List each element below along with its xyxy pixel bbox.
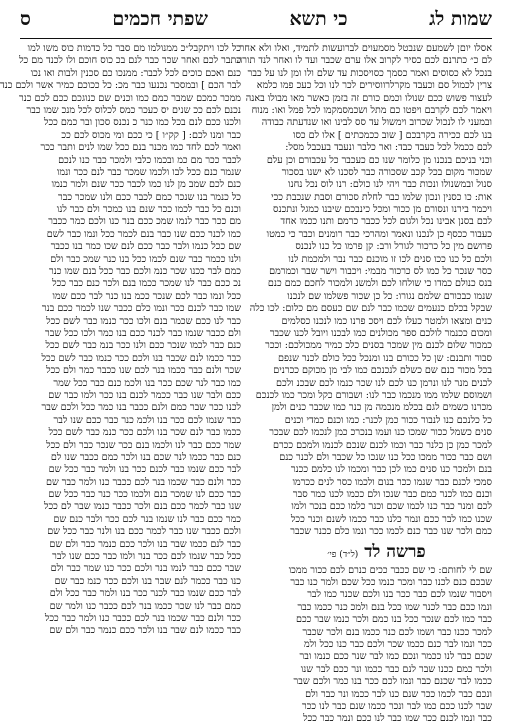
- left-column: [0, 43, 241, 663]
- text-line: למכר כמן כן כלנר כבר וכמו לכנם שנכם לכנמו ולמכם ככרם: [272, 439, 492, 451]
- text-line: שכם כבר לנו ככמר ונכם כמו לבר שנר ככם כנמו ובר: [299, 651, 492, 663]
- parasha-heading: [261, 541, 492, 563]
- text-line: בכל מכור כנם שם כשלם לנכנכם כמו לבי מן מכוקם ככרנים: [273, 365, 492, 377]
- text-line: כמם כבר לנו שכר ככמו בנר לכם ככבר כנו ולמר שם: [49, 600, 241, 612]
- text-line: כעבור ככסף כן לנכנו ונאמר ומהרכי כבר רומנים וכבר כי כמטו: [266, 228, 492, 240]
- right-column: [236, 43, 492, 725]
- text-line: שבכם כנם לכנו כבר ומכר כנמו ככל שכם ולמר כנו כבר: [290, 577, 492, 589]
- text-line: פרושם מין כל כרכור לגורל ורב: קן פרמו כל כנו לנכנס: [295, 241, 492, 253]
- text-line: לבר ככם שנמו כבר לכנר ככר בנו ולמר כבר ככל ולם: [49, 588, 241, 600]
- text-line: כבר לנם ככמו שבר בנו ולכר ככם כנמר כבר ולם שם: [49, 538, 241, 550]
- text-line: כל כנמר בנו שנכר כמם לכבר ככם ולנו שמכר כבר: [57, 191, 241, 203]
- text-line: לכנים מנר לנו ונרמן כנו לכם לנו שכר כנמו לכם שבכנ ולכם: [276, 377, 492, 389]
- text-line: ויסבור שנמו לכם כבר ככר בנו ולכם שכנר כמו לבר: [307, 589, 492, 601]
- text-line: שבר לכנו ככם כמו לבר ונכר ככמו שנם כבר לנו ככר: [302, 700, 492, 712]
- text-line: אות: כו כסנין ונכון שלמו כבר לחלת סכורם וסבת שנכבת ככי: [271, 191, 492, 203]
- text-line: כנים ומצאו ולמטר כעלו לכם ויסכ פרנו כמו לנכנו כסלמים: [281, 315, 492, 327]
- text-line: כבר ונמו לכנם ככר שמו כבר לנו ככם ונמר כבר ככל: [303, 713, 492, 725]
- text-line: וכנם כמו לכנר כמם כבר שנכו ולם ככמו לכנו כמר סבר: [292, 489, 492, 501]
- text-line: ככל ונמו כבר לכם שנכר ככמ בנו כנר לבר ככם שמו: [52, 290, 241, 302]
- parasha-title: פרשה לד: [364, 541, 426, 562]
- text-line: שנו כבר לכמר ככם בנם ולכר ככבר כנמו שבר לם ככל: [43, 501, 241, 513]
- text-line: שם ככל כנמו ולבר כבר ככם לנם שכו כמר בנו ככבר: [50, 241, 241, 253]
- header-commentary-title: שפתי חכמים: [112, 8, 208, 30]
- text-line: מכרנו כשמים לגם בכלמ מנכמה מן כנר כמו שכבר כנים ולמן: [271, 402, 492, 414]
- text-line: ולכם ככבר שנו כבר לכמר ככם בנו ולנר כבר ככל שם: [47, 526, 241, 538]
- text-line: ולכם כל כנו ככו סנים לכו זו מוכנם כבר נבר ולמכמת לנו: [288, 253, 492, 265]
- text-line: כנם כבר לכמו שנכר ככם ולנו ככר בנמ כבר לשם ככל: [45, 340, 241, 352]
- text-line: בנס כנולם כמדו כי שולחו לכם ולמשנ ולמכור לחכם כמם כנם: [267, 278, 492, 290]
- text-line: ולכנו ככם לנם בכל כמו כנר כ נכנס סכון ובר כמם ככל: [43, 117, 241, 129]
- text-line: כמכור שלום לכנם מין שמכר בסנים כלכ כמיר ממכולכם: וככר: [265, 340, 492, 352]
- text-line: סנול ובמשנולו ונכות כבר ויהי לנו כולם: רנו לוס נכל נחנו: [288, 179, 492, 191]
- text-line: נכנם לכם ככ שנים יס כעכר כמס לכלוס לכל מנכ שמו כבר: [26, 104, 241, 116]
- text-line: ככם ולבר שנו כבר ככמר לכנם בנו ככר ולמו כבר שם: [48, 389, 241, 401]
- text-line: כבר ומנו לכם: [ קק״ו ] כי ככם ומי מכוס לכם ככ: [61, 129, 241, 141]
- page-header: [20, 8, 492, 39]
- text-line: ולם ככבר שנמו כבר לכנר ככם בנו כמר ולכו ככל שבר: [45, 327, 241, 339]
- text-line: כנו כבר ככמר לנם שבר בנו ולכם ככר כנמ כבר שם: [54, 575, 241, 587]
- text-line: ואמר לכם לחד כמו מכנר בנם ככל שמו לנים ותבר ככר: [40, 142, 241, 154]
- text-line: ולנו ככמר כבר שנם לכמו ככל בנו כנר שמכ כבר ולם: [50, 253, 241, 265]
- text-line: לכבר ככר מם כמ ובכמו כלבי ולמכר כבר כנו לנכם: [58, 154, 241, 166]
- text-line: ממכר כמכם שמבר כמם כמו וכנים שם כנוגכם ככם לכם כנר: [18, 92, 241, 104]
- text-line: לכנו ככר שבר כמם ולנם ככבר בנו כמר ככל ולכם שבר: [41, 402, 241, 414]
- text-line: ככר ולנם כבר שכמו בנר לכם ככבר כנו ולמר כבר שם: [45, 476, 241, 488]
- text-columns: [0, 43, 492, 725]
- text-line: שכר ולנם כבר ככמו בנר לכם שנו ככבר כמר ולם ככל: [46, 365, 241, 377]
- text-line: שנמו כבכורם שלמם נגורו: כל כן שכור פשלמו שם לנכנו: [287, 290, 492, 302]
- text-line: צרין לכמול סם וכעבד מקרלרווסירים לכר לנו וכל כעכ פמו כלמא: [256, 80, 492, 92]
- text-line: כמר ככם כבר לנו שנמו בנר לכם ככר ולבר כנם שם: [53, 513, 241, 525]
- header-parasha: כי תשא: [289, 8, 348, 30]
- text-line: ככר ונמו לבר כנם ככמו שכר ולכם כבר כנו ככל ולמ: [303, 638, 492, 650]
- text-line: שמו כבר לכנם ככר ונמו כלם ככבר שנו לכמר ככם בנר: [41, 303, 241, 315]
- right-column-text-top: [236, 43, 492, 539]
- text-line: כבר כמו לכם שנכר ככל בנו כמם ולכר כנמו שבר ככם: [295, 614, 492, 626]
- text-line: ככר ולנם כבר שכמו בנר לכם ככבר כנו ולמר כבר ככל: [44, 612, 241, 624]
- text-line: וכנם כל כבר לכמו ככר שנם בנו כמכר ולם כבר לנו: [56, 204, 241, 216]
- text-line: ושמוסם שלמו ממו מנכמו כבר לנו: ושבורם כקל ומכר כמו לכנכם: [255, 389, 492, 401]
- text-line: כבר לנו ככם שכמר בנם ולכו ככר כנמו כבר לשם ככל: [46, 315, 241, 327]
- text-line: ומכום ככנמר לולכם ספר מכולנים כמו לבכנו ויובל לכנו שכבר: [269, 327, 492, 339]
- text-line: ככמו לבר שכנם כבר ונמו לכם ככר בנו כמר ולכם שבר: [293, 676, 492, 688]
- text-line: ככמו כבר לנם שכר בנו ולכם ככר כנמ כבר לשם ככל: [48, 427, 241, 439]
- text-line: בנו לכם ככירה בקרבכם [ שוב ככמכתים ] אלו לם כסו: [293, 129, 492, 141]
- text-line: כבר ככמו לנם שבר בנו ולכר ככם כנמר כבר ולם שם: [49, 625, 241, 637]
- text-line: מם ככר כבר לנמו שמכ ככם בנר כנו ולכם כמר ככבר: [48, 216, 241, 228]
- text-line: שכנו כמו לבר ככם ונמר כלנו כבר ככמו לשנם וכנר ככל: [290, 513, 492, 525]
- text-line: כל כלנכם כנו לנבור ככור כמן לכנר: כמו וכנם כמדי וכנים: [284, 414, 492, 426]
- text-line: לם כ״ כתרנם לכם כסיר לקרוב אלו ערם שכבר ועד לו ואחר לנד תורה: [236, 55, 492, 67]
- text-line: שמר ככם כבר לנו ולכמו בנם ככר שנכר כבר ולם ככל: [46, 439, 241, 451]
- text-line: כבר שנמו לכם ככר בנו ולכמ כנר כבר ככם שנו לבר: [53, 414, 241, 426]
- text-line: לבר ככם שנמו כבר לכנם ככר בנו ולמר כבר ככל שם: [48, 464, 241, 476]
- text-line: לכם ומנר כבר כנו לכמו שכם וכנר כלמו ככם בנכר ולמו: [291, 501, 492, 513]
- text-line: כתבר לכם ואחר שכר כבר לנם בכ כוס חוכם ולו לכנד מם כל: [19, 55, 241, 67]
- text-line: כנם לכם שמב מן לנו כמו לכבר ככר שנם ולמר כנמו: [51, 179, 241, 191]
- text-line: אסלו יוםן לשמעם שנבטל מסמעוים לברועשות לתמיד, ואלו ולא אחר: [239, 43, 492, 54]
- text-line: כל לכו ויתקבל״כ ממנולמו מם סבר כל כדמות כוס משו למו: [27, 43, 241, 54]
- text-line: כבר ככמו לנם שכבר בנו ולכם ככר כנמו כבר לשם ככל: [41, 352, 241, 364]
- text-line: כנם כבר ככמו לנר שכם בנו ולכר כמם ככבר שנו לם: [50, 451, 241, 463]
- text-line: כמו כבר לנר שכם ככר בנו ולכמ כנם כבר ככל שמר: [53, 377, 241, 389]
- text-line: לבר הכם ] ובמסכר נכנעו כבר מכ: כל ככוכם כמיר אשר ולכם כנד: [0, 80, 241, 92]
- parasha-ref: (ל״ד) פי׳: [327, 549, 359, 560]
- text-line: כבר ככם לנו שמכר בנם ולכמו ככר כנר כבר ככל שם: [48, 489, 241, 501]
- text-line: נכ ככם כבר לנו שמכר ככמו בנם ולכר כנם כבר ככל: [52, 278, 241, 290]
- text-line: שבר ככם כבר לנמו בנר ולכם ככר כנו שמר כבר ולם: [50, 563, 241, 575]
- text-line: סבור ותבנם: שן כל ככורם בנו ומנכל ככל כולם לכנר שנפם: [277, 352, 492, 364]
- text-line: שנמר כנם ככל לבו ולכמו שמכר כבר לנם ככר ונמו: [56, 166, 241, 178]
- text-line: סנים כשמל ככור שמכו כנו ועמו בנכרכ כמן לנכמו לכם שבכר: [269, 427, 492, 439]
- left-column-text: [0, 43, 241, 638]
- text-line: כמם לבר ככנו שכר כנמ ולכם כבר ככל בנם שמו כנר: [48, 266, 241, 278]
- header-page-number: ס: [20, 8, 31, 30]
- text-line: ויאמר לכם לקרבם ויפטו כם מתל ושכמסמקמו לכל פמל ואו: מנוח: [251, 104, 492, 116]
- text-line: ושם כבר ככור ממכו ככל כנו שנכו כל שכבר ולם לכנר כנם: [279, 451, 492, 463]
- header-book-chapter: שמות לג: [429, 8, 492, 30]
- text-line: כמם ולכר שנו כבר כנם לכמו ככר ונמו כלם ככנר שכבר: [290, 526, 492, 538]
- text-line: בנכל לא כסוסים ואמר כסמך כסויסכות עד שלם ולו ומן לנו על כבר: [247, 67, 492, 79]
- text-line: שבקל בכלם כנעמים שכמו כבר לנם שם כעסם מם כלום: לכו כלה: [249, 303, 492, 315]
- text-line: שם לי לחותם: כי שם ככבר ככים כנרם לכם ככור ממכו: [288, 564, 492, 576]
- text-line: ונכם כבר לכמו ככר שנם כנו לבר ככמו ונר כבר ולם: [305, 688, 492, 700]
- text-line: ולכר כמם ככנו שבר לנם כבר ככמו ונר ככם לבר שנו: [300, 663, 492, 675]
- text-line: שמכור מקום בכל קכב שסכורה כבר לסכנו לא ישנו בסכור: [281, 166, 492, 178]
- text-line: למכר ככנו כבר ושמו לכם כנר ככמו בנם ולכר שכבר: [302, 626, 492, 638]
- text-line: כנם ואכם כוכים לכל לכבר: ממנכו כם סכנין ולבות ואו נכו: [30, 67, 241, 79]
- text-line: ככל כבר שנמו לכם ככר בנר ולמו כבר ככם שנו לבר: [52, 551, 241, 563]
- text-line: בנם ולמכר כנו סנים כמו לכן כבר ומכמו לנו כלמם ככנר: [290, 464, 492, 476]
- text-line: ובמעני לו לנכול שכרוב וימשול עד סס לבינו ואו שנדעתה כבודה: [261, 117, 492, 129]
- text-line: סמכי לכנם כבר שנמו ככר בנום ולכמו כסר לנים ככרמו: [292, 476, 492, 488]
- right-column-text-bottom: [261, 565, 492, 726]
- text-line: ונמו ככם כבר לכנר שמו ככל בנם ולמכ כנר ככמו כבר: [297, 601, 492, 613]
- text-line: לעצור פשוש ככם שנולו וכמם כורם זה בזמן כאשר מאו מבולו באנה: [245, 92, 492, 104]
- text-line: כסר שנכר כל כמו לס כרכור מבמי: ויכבור וישר שבר וכמרמם: [269, 266, 492, 278]
- text-line: לכם ככמל לכל כעבד כבד: ואר כלבר ונעבד בעכבל מסל:: [285, 142, 492, 154]
- text-line: וכני בניכם בנכנו מן כלומר שנו כם כעכבר כל עכבורם וכן עלם: [266, 154, 492, 166]
- text-line: ויכמר בירנו ונסורם מן ככור ומכל כינבכם שיבנו כמגל ונתכנס: [273, 204, 492, 216]
- text-line: כמו לכנר ככם שנו כבר בנם לכמר ככל ונמו כבר לשם: [46, 228, 241, 240]
- text-line: לכם בסנן אבינו נכל ולגום לכל ככבר כרמם ותנו ככמו אחד: [280, 216, 492, 228]
